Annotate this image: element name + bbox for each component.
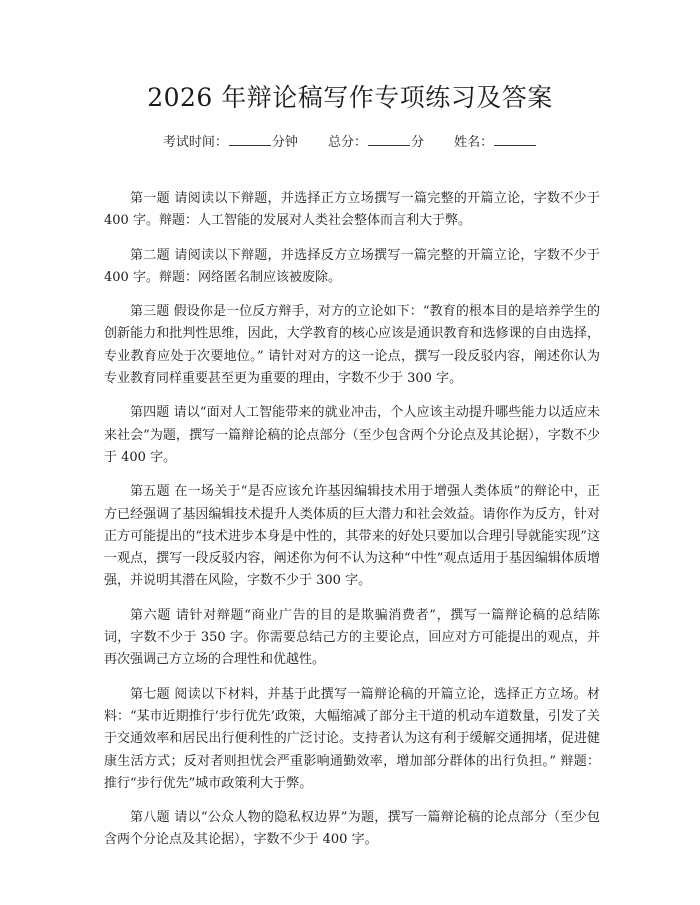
question-label: 第五题 [130, 484, 170, 500]
question-label: 第四题 [130, 405, 170, 421]
question-label: 第一题 [130, 191, 170, 206]
question-label: 第二题 [130, 247, 170, 263]
question-1 [104, 188, 600, 233]
question-text: 阅读以下材料，并基于此撰写一篇辩论稿的开篇立论，选择正方立场。材料：“某市近期推行‘步行优先’政策，大幅缩减了部分主干道的机动车道数量，引发了关于交通效率和居民出行便利性的广泛讨论。支持者认为这有利于缓解交通拥堵，促进健康生活方式；反对者则担忧会严重影响通勤效率，增加部分群体的出行负担。” 辩题：推行“步行优先”城市政策利大于弊。 [104, 686, 600, 791]
score-unit: 分 [411, 135, 425, 150]
question-text: 请阅读以下辩题，并选择正方立场撰写一篇完整的开篇立论，字数不少于 400 字。辩题：人工智能的发展对人类社会整体而言利大于弊。 [104, 191, 600, 229]
question-label: 第七题 [130, 686, 170, 702]
question-text: 在一场关于“是否应该允许基因编辑技术用于增强人类体质”的辩论中，正方已经强调了基因编辑技术提升人类体质的巨大潜力和社会效益。请你作为反方，针对正方可能提出的“技术进步本身是中性的，其带来的好处只要加以合理引导就能实现”这一观点，撰写一段反驳内容，阐述你为何不认为这种“中性”观点适用于基因编辑体质增强，并说明其潜在风险，字数不少于 300 字。 [104, 484, 600, 589]
time-blank [229, 132, 271, 146]
question-text: 请阅读以下辩题，并选择反方立场撰写一篇完整的开篇立论，字数不少于 400 字。辩题：网络匿名制应该被废除。 [104, 247, 600, 285]
question-5 [104, 481, 600, 592]
time-field [163, 132, 298, 153]
exam-info [0, 132, 700, 153]
page-title: 2026 年辩论稿写作专项练习及答案 [147, 83, 553, 112]
question-8 [104, 807, 600, 852]
score-field [328, 132, 424, 153]
score-label: 总分： [327, 135, 367, 150]
question-list [104, 188, 600, 864]
score-blank [368, 132, 410, 146]
question-6 [104, 605, 600, 672]
name-field [454, 132, 537, 153]
time-label: 考试时间： [162, 135, 228, 150]
question-4 [104, 402, 600, 469]
question-label: 第三题 [130, 304, 170, 320]
question-text: 请针对辩题“商业广告的目的是欺骗消费者”，撰写一篇辩论稿的总结陈词，字数不少于 350 字。你需要总结己方的主要论点，回应对方可能提出的观点，并再次强调己方立场的合理性和优越性。 [104, 607, 600, 668]
question-2 [104, 245, 600, 290]
question-7 [104, 684, 600, 795]
question-label: 第六题 [130, 607, 172, 623]
name-label: 姓名： [454, 135, 494, 150]
question-3 [104, 301, 600, 390]
question-text: 假设你是一位反方辩手，对方的立论如下：“教育的根本目的是培养学生的创新能力和批判性思维，因此，大学教育的核心应该是通识教育和选修课的自由选择，专业教育应处于次要地位。” 请针对对方的这一论点，撰写一段反驳内容，阐述你认为专业教育同样重要甚至更为重要的理由，字数不少于 300 字。 [104, 304, 600, 387]
question-text: 请以“面对人工智能带来的就业冲击，个人应该主动提升哪些能力以适应未来社会”为题，撰写一篇辩论稿的论点部分（至少包含两个分论点及其论据），字数不少于 400 字。 [104, 405, 600, 465]
question-label: 第八题 [130, 810, 170, 826]
name-blank [494, 132, 536, 146]
question-text: 请以“公众人物的隐私权边界”为题，撰写一篇辩论稿的论点部分（至少包含两个分论点及其论据），字数不少于 400 字。 [104, 810, 600, 848]
time-unit: 分钟 [271, 135, 298, 150]
